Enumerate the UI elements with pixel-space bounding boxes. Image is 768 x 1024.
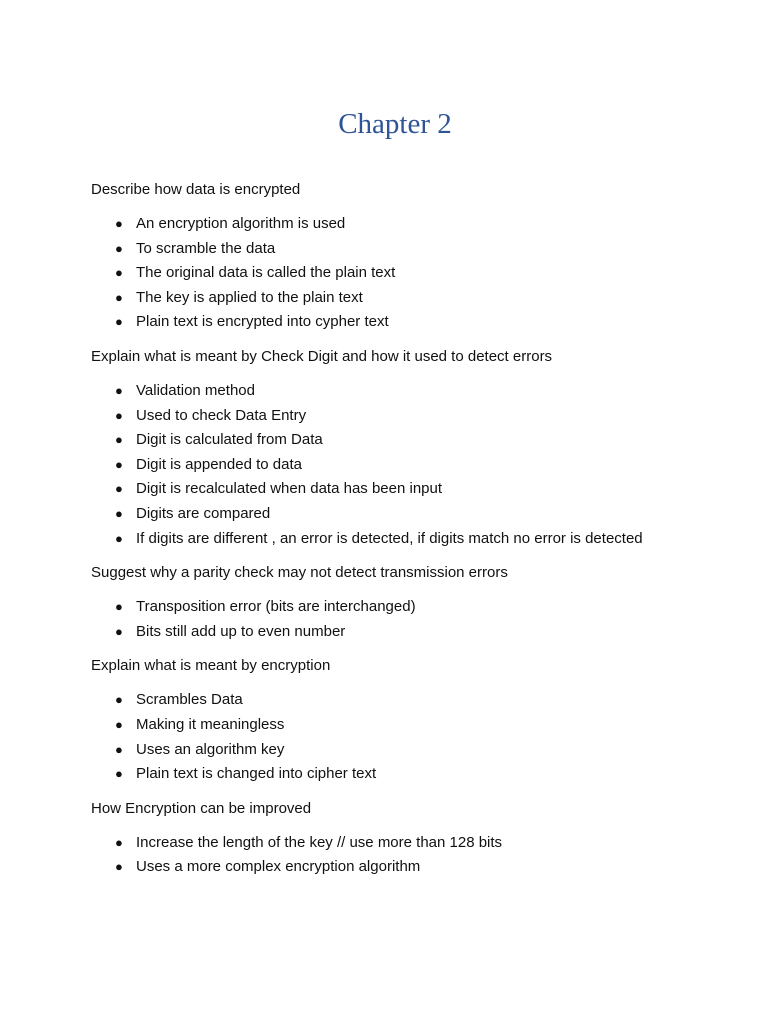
answer-list <box>91 688 651 786</box>
answer-list <box>91 831 651 880</box>
bullet-icon: ● <box>115 289 123 305</box>
list-item <box>91 620 651 645</box>
bullet-icon: ● <box>115 481 123 497</box>
bullet-icon: ● <box>115 859 123 875</box>
list-item <box>91 477 651 502</box>
bullet-icon: ● <box>115 265 123 281</box>
list-item <box>91 527 651 552</box>
list-item-text: Plain text is changed into cipher text <box>136 765 377 783</box>
list-item <box>91 855 651 880</box>
answer-list <box>91 595 651 644</box>
bullet-icon: ● <box>115 623 123 639</box>
list-item-text: To scramble the data <box>136 239 276 257</box>
bullet-icon: ● <box>115 240 123 256</box>
list-item <box>91 595 651 620</box>
page-title: Chapter 2 <box>338 108 452 140</box>
list-item <box>91 237 651 262</box>
bullet-icon: ● <box>115 741 123 757</box>
bullet-icon: ● <box>115 692 123 708</box>
question-heading: How Encryption can be improved <box>91 799 312 817</box>
bullet-icon: ● <box>115 407 123 423</box>
list-item <box>91 713 651 738</box>
list-item-text: The key is applied to the plain text <box>136 288 363 306</box>
list-item <box>91 310 651 335</box>
list-item-text: Increase the length of the key // use more than 128 bits <box>136 833 503 851</box>
answer-list <box>91 379 651 551</box>
list-item <box>91 261 651 286</box>
list-item <box>91 212 651 237</box>
list-item-text: Uses a more complex encryption algorithm <box>136 858 421 876</box>
list-item <box>91 762 651 787</box>
question-heading: Suggest why a parity check may not detect transmission errors <box>91 564 508 582</box>
bullet-icon: ● <box>115 766 123 782</box>
bullet-icon: ● <box>115 432 123 448</box>
bullet-icon: ● <box>115 505 123 521</box>
list-item <box>91 453 651 478</box>
list-item-text: Uses an algorithm key <box>136 740 285 758</box>
list-item <box>91 502 651 527</box>
list-item <box>91 428 651 453</box>
bullet-icon: ● <box>115 716 123 732</box>
answer-list <box>91 212 651 335</box>
list-item <box>91 831 651 856</box>
list-item-text: If digits are different , an error is detected, if digits match no error is detected <box>136 529 643 547</box>
document-body <box>91 178 651 890</box>
bullet-icon: ● <box>115 382 123 398</box>
list-item <box>91 379 651 404</box>
list-item-text: Digit is calculated from Data <box>136 431 323 449</box>
list-item <box>91 688 651 713</box>
list-item-text: Digit is recalculated when data has been input <box>136 480 443 498</box>
list-item-text: Making it meaningless <box>136 715 285 733</box>
question-heading: Describe how data is encrypted <box>91 181 301 198</box>
list-item <box>91 738 651 763</box>
question-heading: Explain what is meant by Check Digit and how it used to detect errors <box>91 347 553 365</box>
list-item <box>91 404 651 429</box>
bullet-icon: ● <box>115 314 123 330</box>
bullet-icon: ● <box>115 456 123 472</box>
list-item-text: The original data is called the plain text <box>136 264 396 282</box>
list-item-text: An encryption algorithm is used <box>136 215 346 232</box>
list-item-text: Bits still add up to even number <box>136 622 346 640</box>
list-item-text: Used to check Data Entry <box>136 406 307 424</box>
bullet-icon: ● <box>115 216 123 231</box>
bullet-icon: ● <box>115 599 123 615</box>
list-item-text: Transposition error (bits are interchanged) <box>136 598 416 616</box>
question-heading: Explain what is meant by encryption <box>91 657 331 675</box>
list-item-text: Plain text is encrypted into cypher text <box>136 313 389 331</box>
list-item <box>91 286 651 311</box>
list-item-text: Digit is appended to data <box>136 455 302 473</box>
list-item-text: Digits are compared <box>136 504 271 522</box>
list-item-text: Scrambles Data <box>136 691 243 709</box>
list-item-text: Validation method <box>136 381 255 399</box>
bullet-icon: ● <box>115 834 123 850</box>
bullet-icon: ● <box>115 530 123 546</box>
